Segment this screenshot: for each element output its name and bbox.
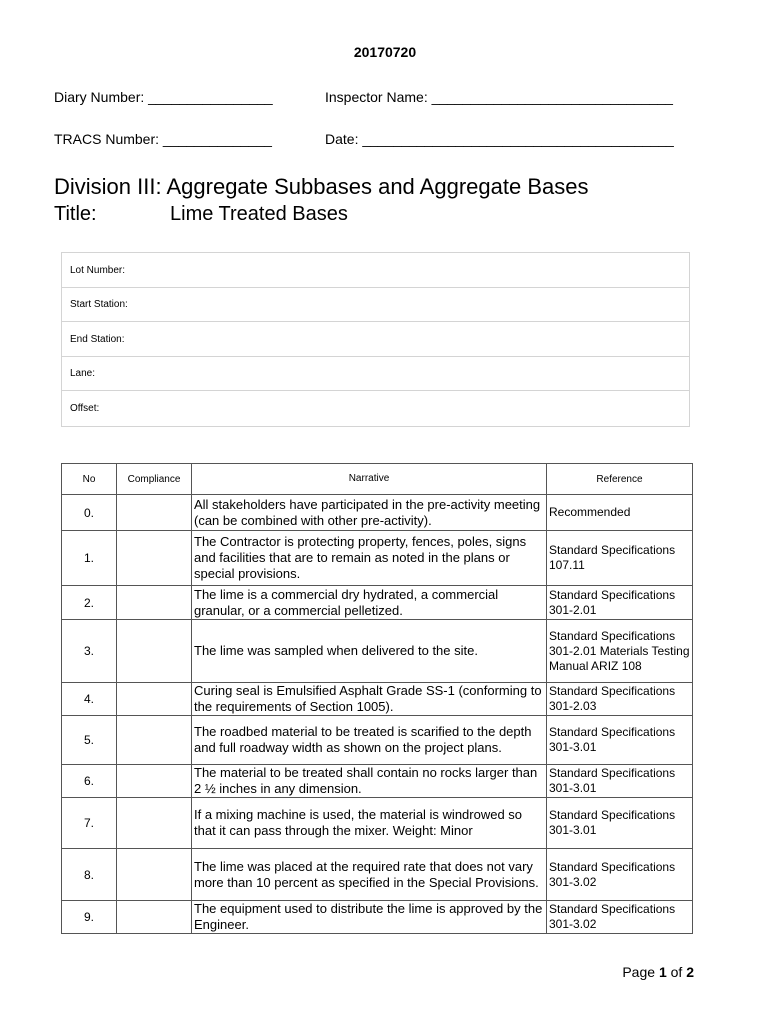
table-row <box>62 586 693 620</box>
row-number: 9. <box>62 901 117 934</box>
table-row <box>62 531 693 586</box>
division-heading: Division III: Aggregate Subbases and Aggregate Bases <box>54 174 589 199</box>
lot-info-box <box>61 252 690 427</box>
row-number: 3. <box>62 620 117 683</box>
table-header-row <box>62 464 693 495</box>
header-compliance: Compliance <box>117 464 192 495</box>
compliance-cell[interactable] <box>117 901 192 934</box>
diary-number-field: Diary Number: ________________ <box>54 89 273 105</box>
tracs-number-field: TRACS Number: ______________ <box>54 131 272 147</box>
row-number: 6. <box>62 765 117 798</box>
compliance-cell[interactable] <box>117 849 192 901</box>
document-date-code: 20170720 <box>353 44 417 60</box>
narrative-cell: The lime was placed at the required rate that does not vary more than 10 percent as specified in the Special Provisions. <box>192 849 547 901</box>
compliance-cell[interactable] <box>117 683 192 716</box>
row-number: 5. <box>62 716 117 765</box>
narrative-cell: All stakeholders have participated in the pre-activity meeting (can be combined with other pre-activity). <box>192 495 547 531</box>
reference-cell: Standard Specifications 107.11 <box>547 531 693 586</box>
row-number: 0. <box>62 495 117 531</box>
narrative-cell: Curing seal is Emulsified Asphalt Grade SS-1 (conforming to the requirements of Section 1005). <box>192 683 547 716</box>
row-number: 4. <box>62 683 117 716</box>
narrative-cell: The Contractor is protecting property, fences, poles, signs and facilities that are to remain as noted in the plans or special provisions. <box>192 531 547 586</box>
table-row <box>62 765 693 798</box>
reference-cell: Standard Specifications 301-2.01 <box>547 586 693 620</box>
compliance-cell[interactable] <box>117 798 192 849</box>
offset-row: Offset: <box>70 403 100 414</box>
page-indicator <box>622 964 694 980</box>
narrative-cell: The lime was sampled when delivered to the site. <box>192 620 547 683</box>
page-prefix: Page <box>622 964 656 980</box>
reference-cell: Standard Specifications 301-3.02 <box>547 901 693 934</box>
end-station-row: End Station: <box>62 322 689 357</box>
reference-cell: Standard Specifications 301-2.01 Materials Testing Manual ARIZ 108 <box>547 620 693 683</box>
header-reference: Reference <box>547 464 693 495</box>
row-number: 2. <box>62 586 117 620</box>
table-row <box>62 683 693 716</box>
title-value: Lime Treated Bases <box>170 203 348 225</box>
narrative-cell: The lime is a commercial dry hydrated, a commercial granular, or a commercial pelletized. <box>192 586 547 620</box>
table-row <box>62 716 693 765</box>
header-narrative: Narrative <box>192 464 547 495</box>
compliance-cell[interactable] <box>117 586 192 620</box>
lot-number-row: Lot Number: <box>62 253 689 288</box>
compliance-cell[interactable] <box>117 495 192 531</box>
compliance-cell[interactable] <box>117 716 192 765</box>
page-total: 2 <box>686 964 694 980</box>
checklist-table <box>61 463 693 934</box>
compliance-cell[interactable] <box>117 620 192 683</box>
table-row <box>62 798 693 849</box>
start-station-row: Start Station: <box>62 288 689 322</box>
table-row <box>62 495 693 531</box>
narrative-cell: The material to be treated shall contain no rocks larger than 2 ½ inches in any dimension. <box>192 765 547 798</box>
reference-cell: Standard Specifications 301-3.01 <box>547 798 693 849</box>
row-number: 7. <box>62 798 117 849</box>
header-no: No <box>62 464 117 495</box>
lane-row: Lane: <box>62 357 689 391</box>
narrative-cell: The equipment used to distribute the lime is approved by the Engineer. <box>192 901 547 934</box>
compliance-cell[interactable] <box>117 765 192 798</box>
page-of: of <box>670 964 683 980</box>
row-number: 1. <box>62 531 117 586</box>
row-number: 8. <box>62 849 117 901</box>
narrative-cell: If a mixing machine is used, the material is windrowed so that it can pass through the mixer. Weight: Minor <box>192 798 547 849</box>
compliance-cell[interactable] <box>117 531 192 586</box>
inspector-name-field: Inspector Name: _______________________________ <box>325 89 673 105</box>
title-label: Title: <box>54 203 97 225</box>
date-field: Date: ________________________________________ <box>325 131 674 147</box>
reference-cell: Standard Specifications 301-3.01 <box>547 716 693 765</box>
page-current: 1 <box>658 964 667 980</box>
table-row <box>62 849 693 901</box>
reference-cell: Standard Specifications 301-2.03 <box>547 683 693 716</box>
table-row <box>62 901 693 934</box>
reference-cell: Standard Specifications 301-3.01 <box>547 765 693 798</box>
reference-cell: Recommended <box>547 495 693 531</box>
table-row <box>62 620 693 683</box>
narrative-cell: The roadbed material to be treated is scarified to the depth and full roadway width as shown on the project plans. <box>192 716 547 765</box>
reference-cell: Standard Specifications 301-3.02 <box>547 849 693 901</box>
